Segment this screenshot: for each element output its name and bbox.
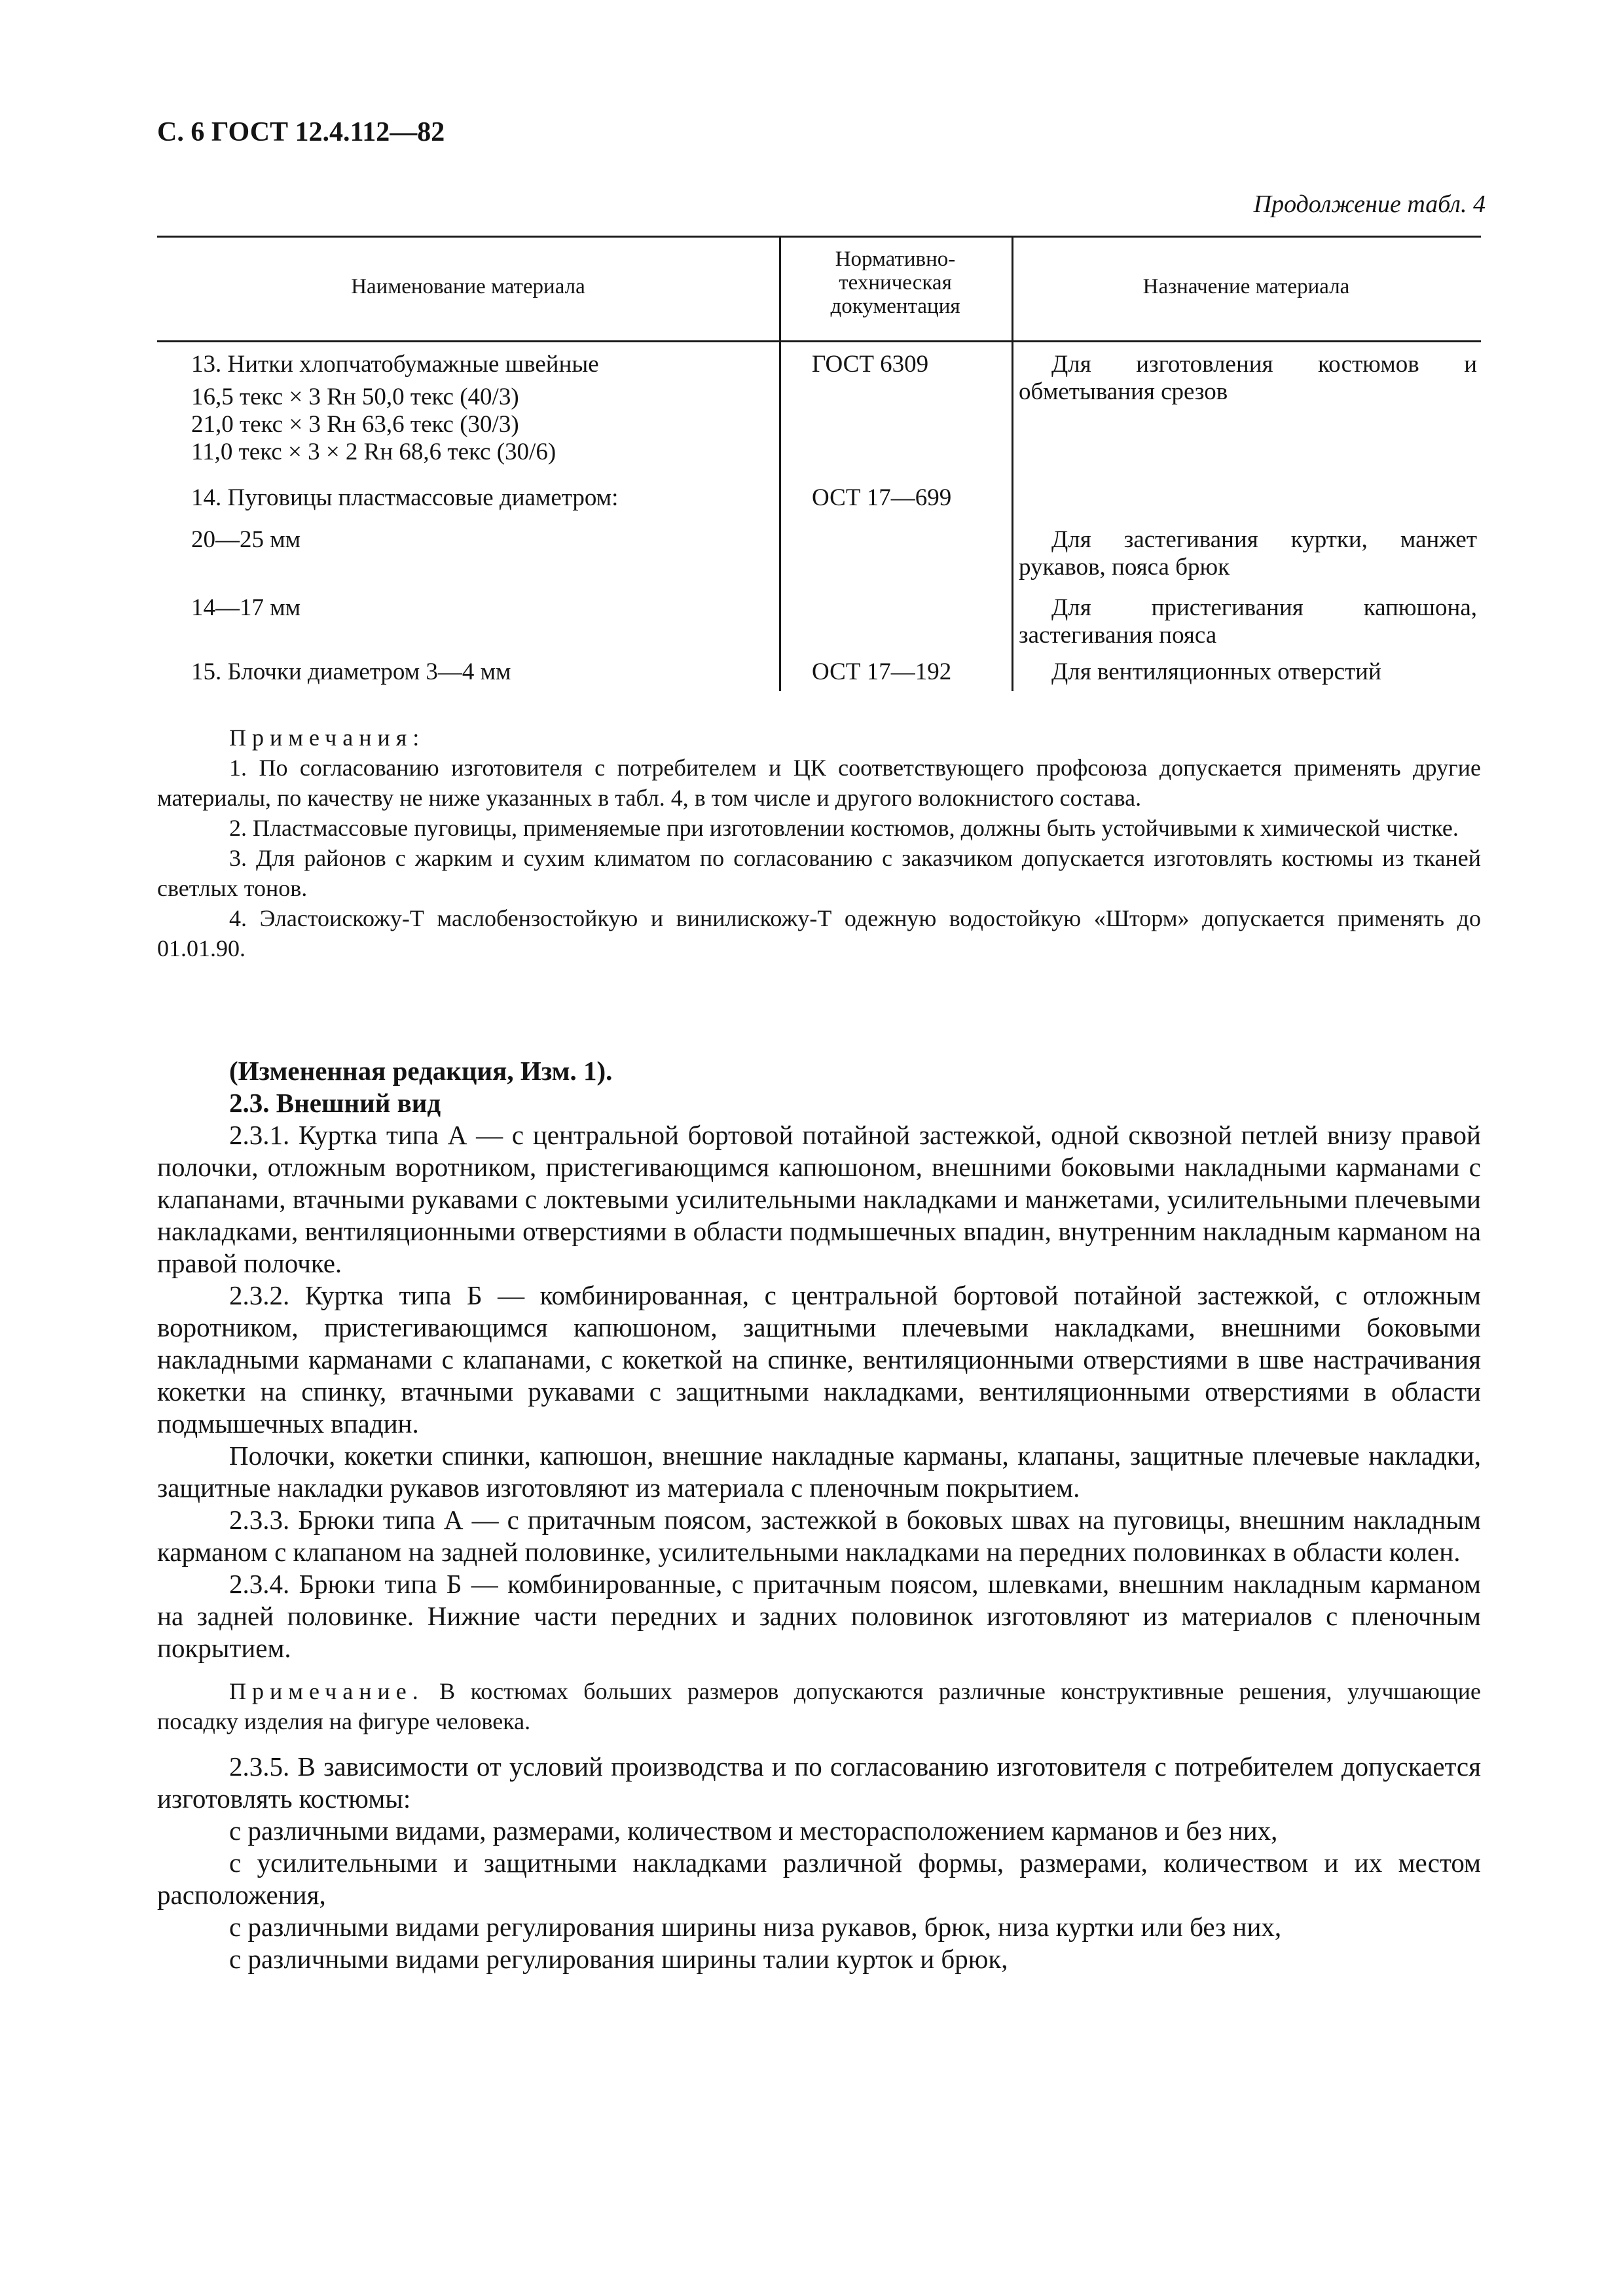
note-item: 2. Пластмассовые пуговицы, применяемые при изготовлении костюмов, должны быть устойчивыми к химической чистке. [229, 815, 1459, 841]
table-top-rule [157, 236, 1481, 238]
row-14a-purpose: Для застегивания куртки, манжет рукавов, пояса брюк [1019, 526, 1477, 581]
row-14-name: 14. Пуговицы пластмассовые диаметром: [191, 484, 619, 511]
list-item: с различными видами регулирования ширины талии курток и брюк, [229, 1944, 1008, 1974]
section-title: 2.3. Внешний вид [229, 1088, 441, 1118]
page-header: С. 6 ГОСТ 12.4.112—82 [157, 117, 445, 147]
table-column-divider [1012, 236, 1013, 691]
thread-spec: 11,0 текс × 3 × 2 Rн 68,6 текс (30/6) [191, 439, 556, 465]
paragraph-2-3-5: 2.3.5. В зависимости от условий производства и по согласованию изготовителя с потребителем допускается изготовлять костюмы: [157, 1751, 1481, 1814]
paragraph-2-3-2: 2.3.2. Куртка типа Б — комбинированная, с центральной бортовой потайной застежкой, с отложным воротником, пристегивающимся капюшоном, защитными плечевыми накладками, внешними боковыми накладными карманами с клапанами, с кокеткой на спинке, вентиляционными отверстиями в шве настрачивания кокетки на спинку, втачными рукавами с защитными накладками, вентиляционными отверстиями в области подмышечных впадин. [157, 1280, 1481, 1439]
note-item: 3. Для районов с жарким и сухим климатом по согласованию с заказчиком допускается изготовлять костюмы из тканей светлых тонов. [157, 845, 1481, 901]
column-header-documentation: Нормативно- техническая документация [830, 247, 960, 318]
note-label: Примечание. [229, 1678, 424, 1704]
paragraph-2-3-1: 2.3.1. Куртка типа А — с центральной бортовой потайной застежкой, одной сквозной петлей внизу правой полочки, отложным воротником, пристегивающимся капюшоном, внешними боковыми накладными карманами с клапанами, втачными рукавами с локтевыми усилительными накладками и манжетами, усилительными плечевыми накладками, вентиляционными отверстиями в области подмышечных впадин, внутренним накладным карманом на правой полочке. [157, 1120, 1481, 1278]
note-text: В костюмах больших размеров допускаются различные конструктивные решения, улучшающие посадку изделия на фигуре человека. [157, 1678, 1481, 1734]
row-14-documentation: ОСТ 17—699 [812, 484, 952, 511]
paragraph-2-3-2-continued: Полочки, кокетки спинки, капюшон, внешние накладные карманы, клапаны, защитные плечевые накладки, защитные накладки рукавов изготовляют из материала с пленочным покрытием. [157, 1441, 1481, 1503]
note-item: 1. По согласованию изготовителя с потребителем и ЦК соответствующего профсоюза допускается применять другие материалы, по качеству не ниже указанных в табл. 4, в том числе и другого волокнистого состава. [157, 755, 1481, 811]
column-header-purpose: Назначение материала [1142, 275, 1350, 298]
table-caption: Продолжение табл. 4 [1253, 190, 1486, 218]
table-notes [157, 723, 1481, 963]
table-header-rule [157, 340, 1481, 342]
row-13-thread-specs [191, 384, 767, 466]
paragraph-2-3-3: 2.3.3. Брюки типа А — с притачным поясом, застежкой в боковых швах на пуговицы, внешним накладным карманом с клапаном на задней половинке, усилительными накладками на передних половинках в области колен. [157, 1505, 1481, 1567]
list-item: с различными видами, размерами, количеством и месторасположением карманов и без них, [229, 1816, 1278, 1846]
notes-heading: Примечания: [229, 725, 426, 751]
thread-spec: 16,5 текс × 3 Rн 50,0 текс (40/3) [191, 384, 519, 410]
row-15-documentation: ОСТ 17—192 [812, 658, 952, 685]
row-15-name: 15. Блочки диаметром 3—4 мм [191, 658, 511, 685]
row-14b-purpose: Для пристегивания капюшона, застегивания пояса [1019, 594, 1477, 649]
row-13-name: 13. Нитки хлопчатобумажные швейные [191, 351, 599, 378]
amended-edition-note: (Измененная редакция, Изм. 1). [229, 1056, 613, 1086]
row-13-documentation: ГОСТ 6309 [812, 351, 929, 378]
list-item: с усилительными и защитными накладками различной формы, размерами, количеством и их местом расположения, [157, 1848, 1481, 1910]
row-13-purpose: Для изготовления костюмов и обметывания срезов [1019, 351, 1477, 405]
row-14a-name: 20—25 мм [191, 526, 301, 553]
main-text [157, 1055, 1481, 1975]
note-item: 4. Эластоискожу-Т маслобензостойкую и винилискожу-Т одежную водостойкую «Шторм» допускается применять до 01.01.90. [157, 905, 1481, 961]
thread-spec: 21,0 текс × 3 Rн 63,6 текс (30/3) [191, 411, 519, 438]
list-item: с различными видами регулирования ширины низа рукавов, брюк, низа куртки или без них, [229, 1912, 1282, 1942]
column-header-material: Наименование материала [351, 275, 585, 298]
section-note [157, 1676, 1481, 1736]
paragraph-2-3-4: 2.3.4. Брюки типа Б — комбинированные, с притачным поясом, шлевками, внешним накладным карманом на задней половинке. Нижние части передних и задних половинок изготовляют из материалов с пленочным покрытием. [157, 1569, 1481, 1663]
row-14b-name: 14—17 мм [191, 594, 301, 621]
row-15-purpose: Для вентиляционных отверстий [1051, 658, 1381, 685]
